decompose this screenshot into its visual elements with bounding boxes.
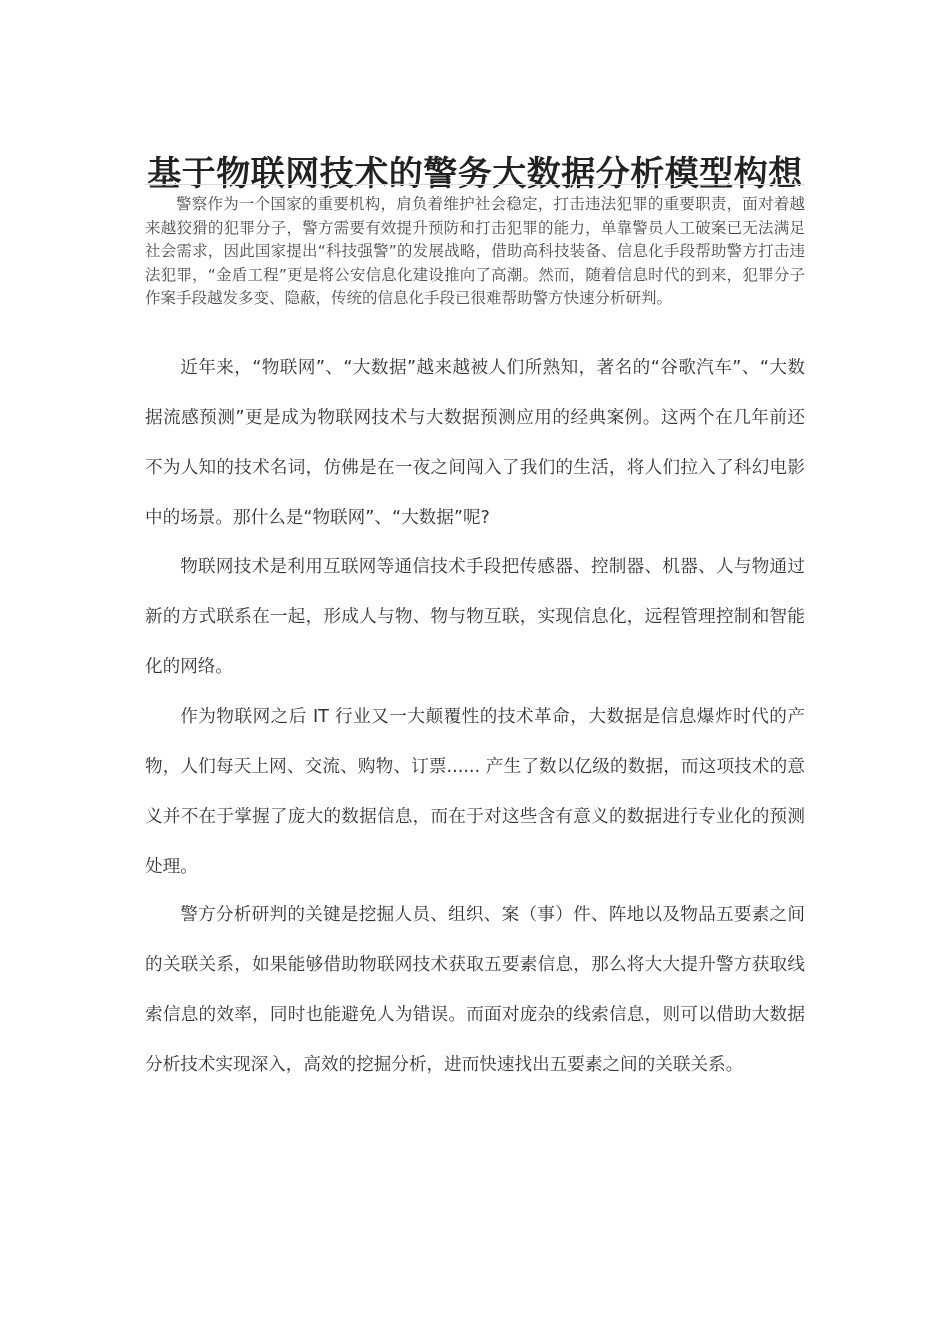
paragraph-police-analysis: 警方分析研判的关键是挖掘人员、组织、案（事）件、阵地以及物品五要素之间的关联关系，如果能够借助物联网技术获取五要素信息，那么将大大提升警方获取线索信息的效率，同时也能避免人为错误。而面对庞杂的线索信息，则可以借助大数据分析技术实现深入，高效的挖掘分析，进而快速找出五要素之间的关联关系。 bbox=[145, 905, 805, 1075]
title-divider bbox=[145, 184, 805, 185]
paragraph-iot-definition: 物联网技术是利用互联网等通信技术手段把传感器、控制器、机器、人与物通过新的方式联系在一起，形成人与物、物与物互联，实现信息化，远程管理控制和智能化的网络。 bbox=[145, 557, 805, 677]
paragraph-bigdata-definition: 作为物联网之后 IT 行业又一大颠覆性的技术革命，大数据是信息爆炸时代的产物，人们每天上网、交流、购物、订票...... 产生了数以亿级的数据，而这项技术的意义并不在于掌握了庞大的数据信息，而在于对这些含有意义的数据进行专业化的预测处理。 bbox=[145, 707, 805, 877]
paragraph-intro: 警察作为一个国家的重要机构，肩负着维护社会稳定，打击违法犯罪的重要职责，面对着越来越狡猾的犯罪分子，警方需要有效提升预防和打击犯罪的能力，单靠警员人工破案已无法满足社会需求，因此国家提出“科技强警”的发展战略，借助高科技装备、信息化手段帮助警方打击违法犯罪，“金盾工程”更是将公安信息化建设推向了高潮。然而，随着信息时代的到来，犯罪分子作案手段越发多变、隐蔽，传统的信息化手段已很难帮助警方快速分析研判。 bbox=[145, 195, 805, 307]
paragraph-iot-bigdata-intro: 近年来，“物联网”、“大数据”越来越被人们所熟知，著名的“谷歌汽车”、“大数据流感预测”更是成为物联网技术与大数据预测应用的经典案例。这两个在几年前还不为人知的技术名词，仿佛是在一夜之间闯入了我们的生活，将人们拉入了科幻电影中的场景。那什么是“物联网”、“大数据”呢? bbox=[145, 358, 805, 528]
article-title: 基于物联网技术的警务大数据分析模型构想 bbox=[147, 153, 803, 194]
